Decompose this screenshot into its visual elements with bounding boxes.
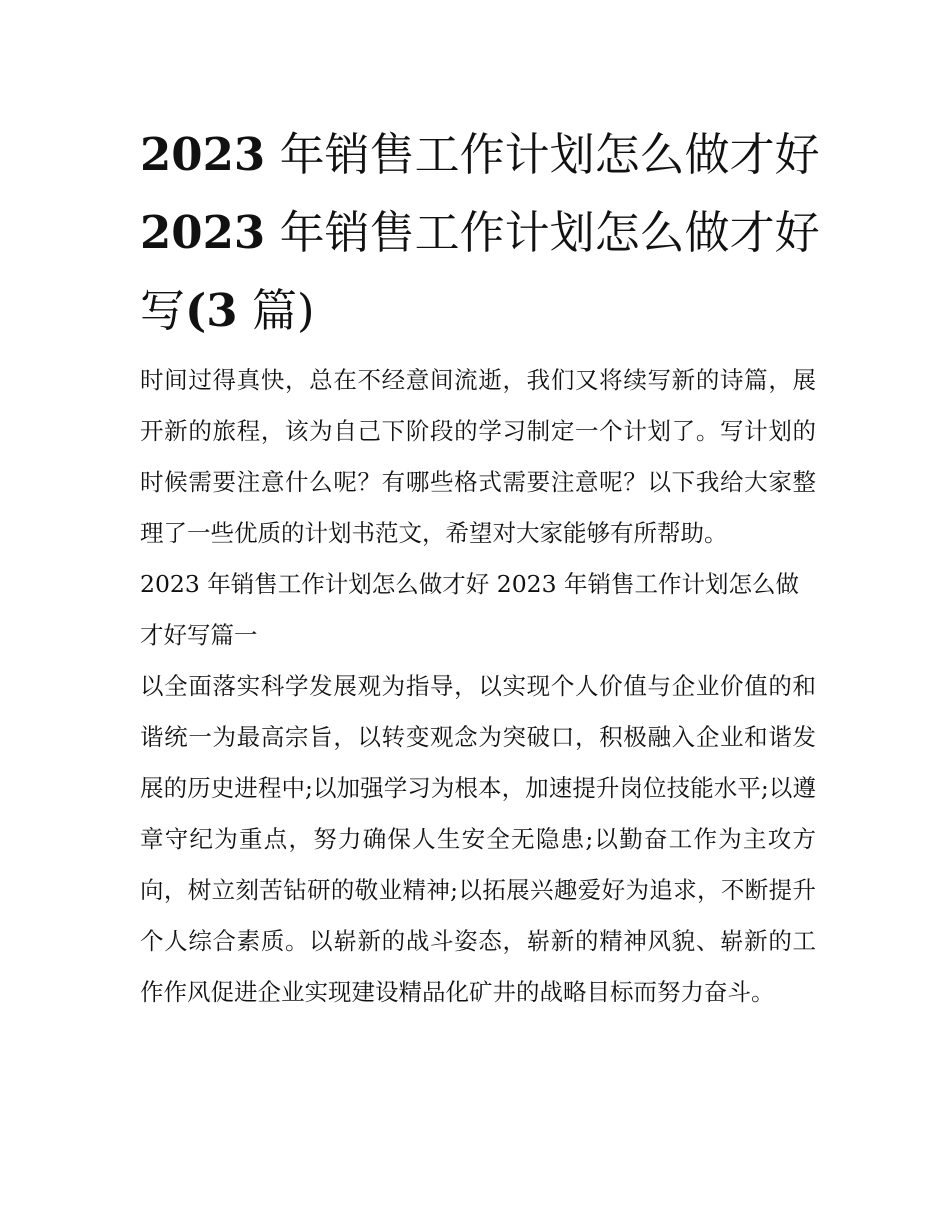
title-year-2: 2023: [140, 206, 266, 259]
title-text-2: 年销售工作计划怎么做才好写: [140, 206, 820, 337]
document-title: [140, 116, 820, 350]
title-text-1: 年销售工作计划怎么做才好: [279, 128, 820, 181]
intro-paragraph: 时间过得真快，总在不经意间流逝，我们又将续写新的诗篇，展开新的旅程，该为自己下阶段的学习制定一个计划了。写计划的时候需要注意什么呢？有哪些格式需要注意呢？以下我给大家整理了一些优质的计划书范文，希望对大家能够有所帮助。: [140, 366, 816, 547]
section-body-paragraph: 以全面落实科学发展观为指导，以实现个人价值与企业价值的和谐统一为最高宗旨，以转变观念为突破口，积极融入企业和谐发展的历史进程中;以加强学习为根本，加速提升岗位技能水平;以遵章守纪为重点，努力确保人生安全无隐患;以勤奋工作为主攻方向，树立刻苦钻研的敬业精神;以拓展兴趣爱好为追求，不断提升个人综合素质。以崭新的战斗姿态，崭新的精神风貌、崭新的工作作风促进企业实现建设精品化矿井的战略目标而努力奋斗。: [140, 672, 816, 1006]
title-suffix: 篇): [251, 284, 315, 337]
title-year-1: 2023: [140, 128, 266, 181]
title-count: (3: [185, 284, 238, 337]
document-content: [140, 355, 816, 1018]
section-heading: 2023 年销售工作计划怎么做才好 2023 年销售工作计划怎么做才好写篇一: [140, 570, 800, 649]
